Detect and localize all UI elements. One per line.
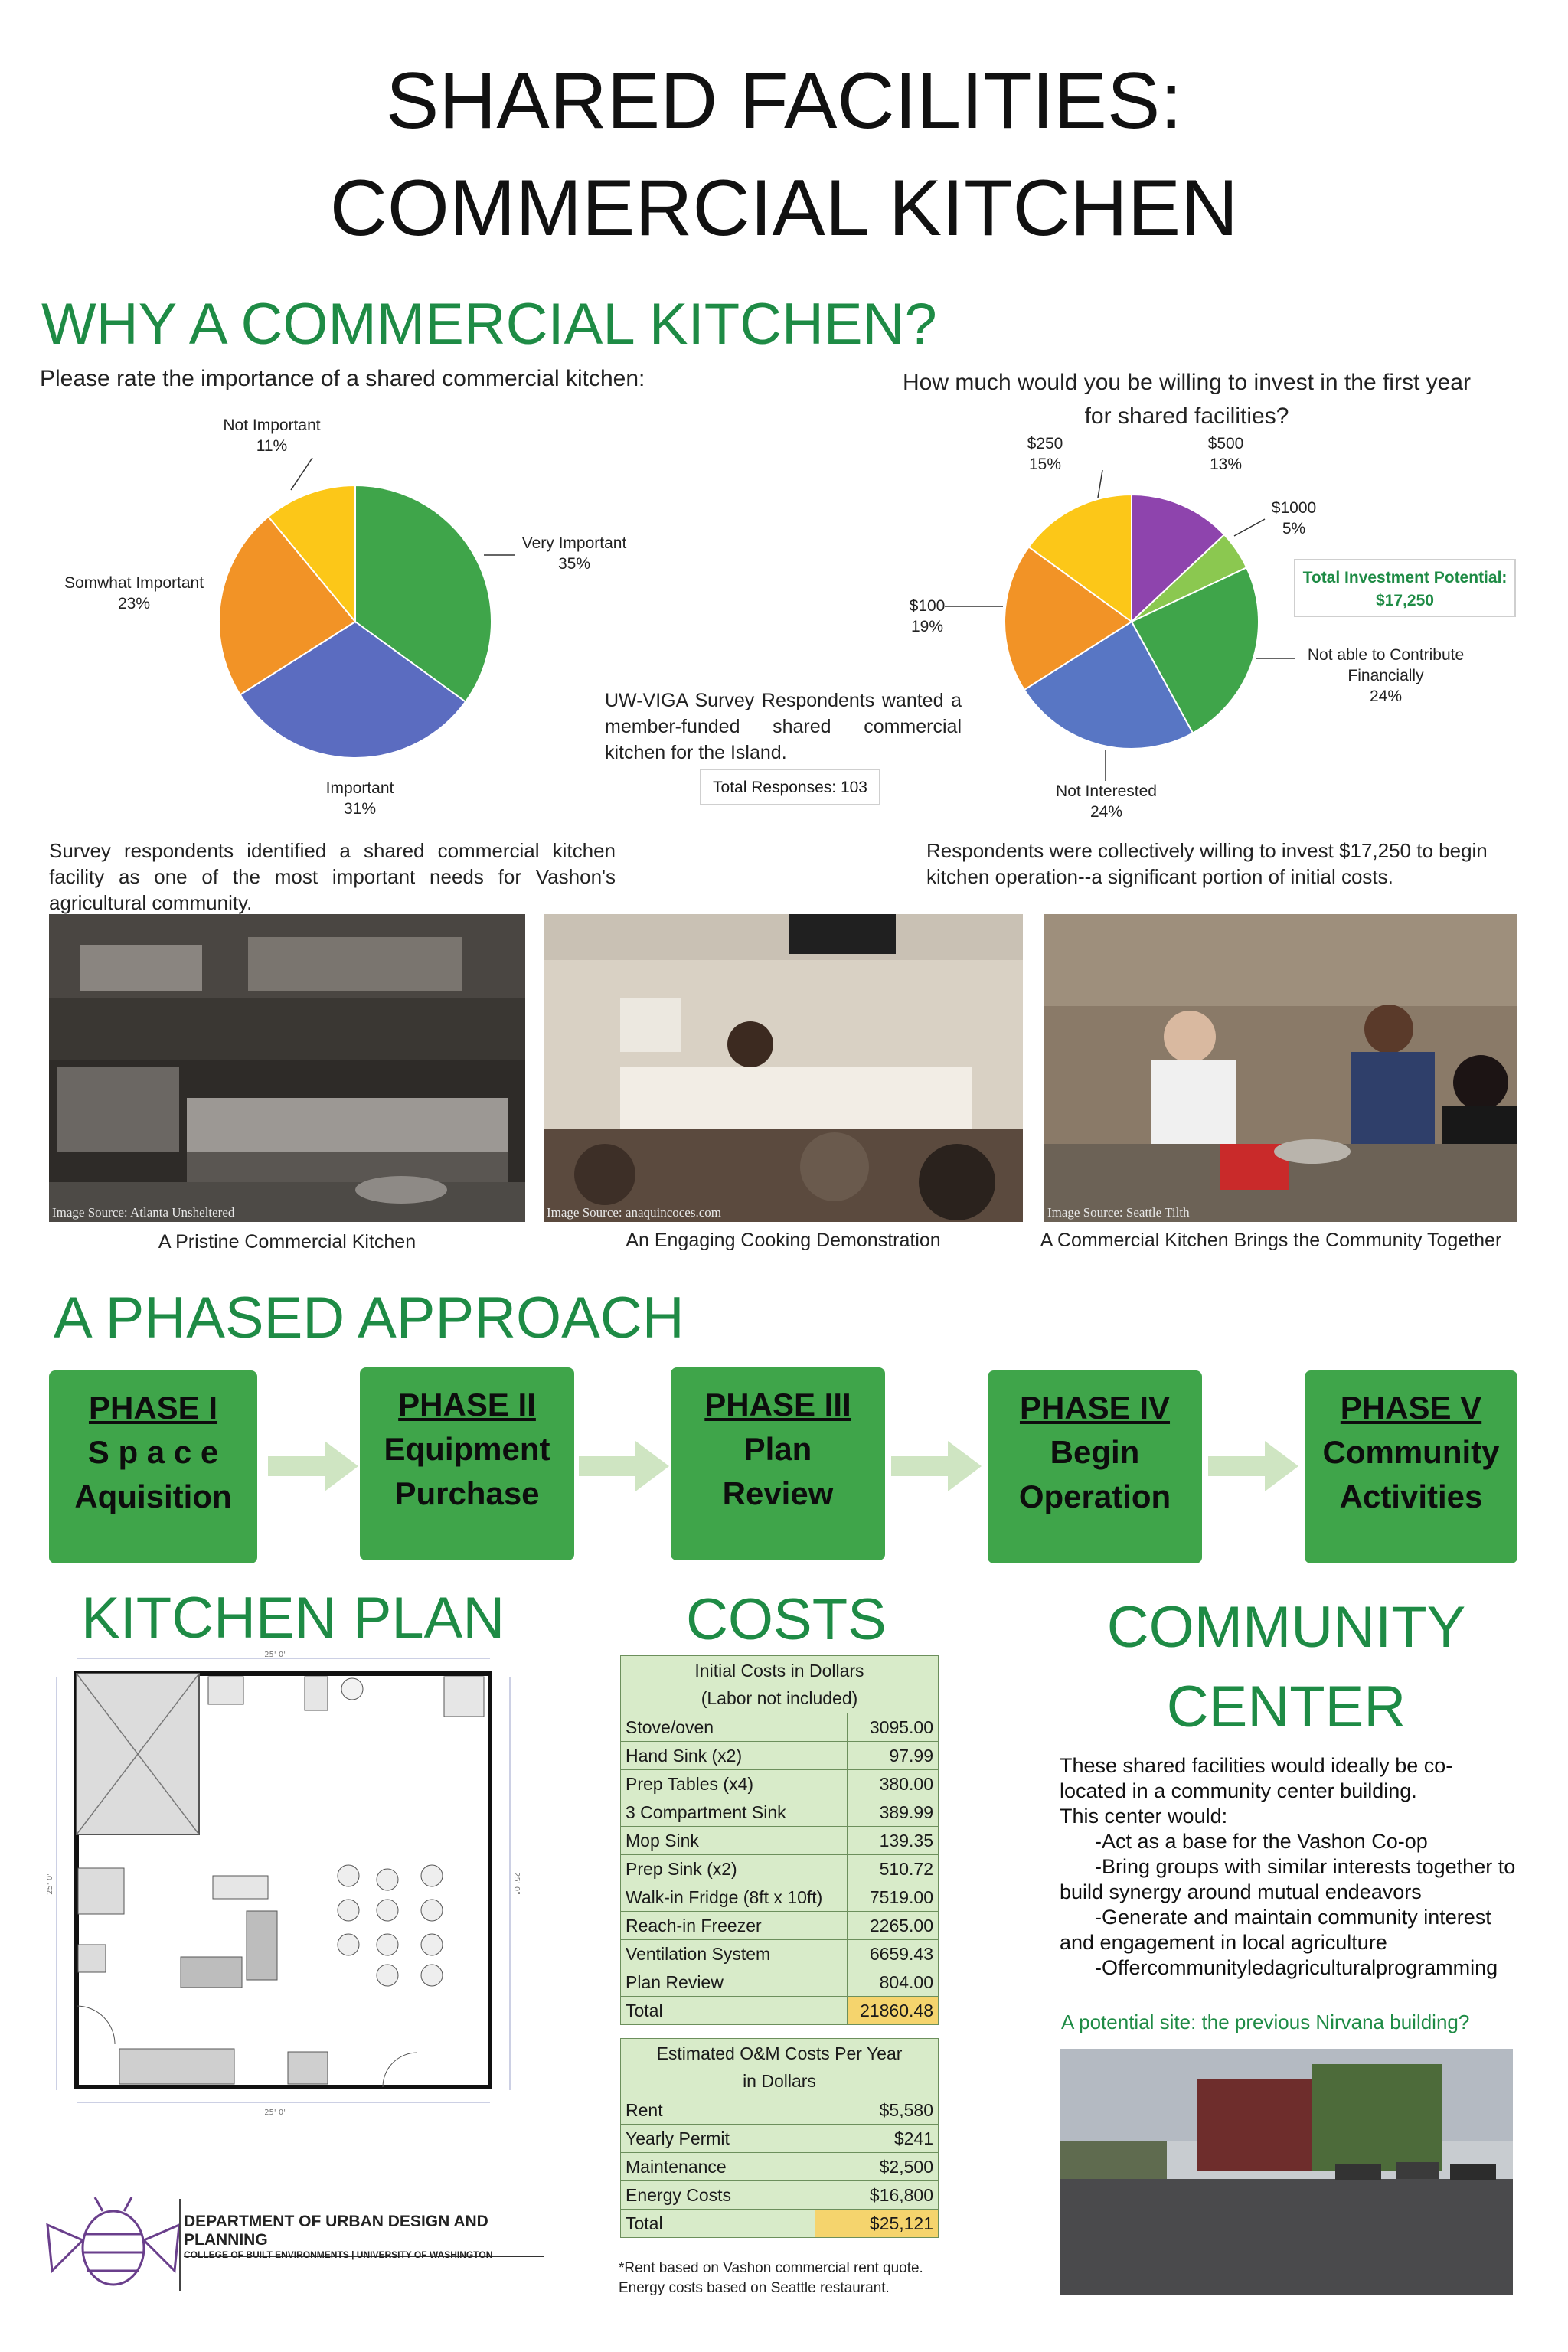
label-1000: $1000 5%	[1271, 499, 1317, 537]
table-row: Walk-in Fridge (8ft x 10ft) 7519.00	[621, 1883, 939, 1912]
photo-nirvana-building	[1060, 2049, 1513, 2295]
arrow-icon	[268, 1441, 358, 1491]
arrow-icon	[891, 1441, 982, 1491]
photo-cooking-demo	[544, 914, 1023, 1222]
phase-3-title: PHASE III	[704, 1387, 851, 1423]
om-costs-header: Estimated O&M Costs Per Year in Dollars	[621, 2039, 939, 2096]
dim-left: 25' 0"	[46, 1872, 54, 1895]
table-total-row: Total 21860.48	[621, 1997, 939, 2025]
phase-5-line1: Community	[1322, 1434, 1500, 1470]
total-responses-box: Total Responses: 103	[700, 769, 880, 805]
dim-right: 25' 0"	[512, 1872, 521, 1895]
photo-credit-3: Image Source: Seattle Tilth	[1047, 1205, 1190, 1220]
table-row: 3 Compartment Sink 389.99	[621, 1798, 939, 1827]
phase-3-line2: Review	[722, 1475, 834, 1511]
phase-4-line1: Begin	[1050, 1434, 1140, 1470]
phased-heading: A PHASED APPROACH	[54, 1285, 684, 1351]
phase-3-line1: Plan	[743, 1431, 812, 1467]
phase-5-line2: Activities	[1339, 1478, 1483, 1514]
phase-2-box	[360, 1367, 574, 1560]
caption-cooking-demo: An Engaging Cooking Demonstration	[626, 1230, 941, 1251]
phase-5-box	[1305, 1370, 1517, 1563]
initial-costs-table	[620, 1655, 939, 2025]
phase-1-line1: S p a c e	[87, 1434, 219, 1470]
community-description: These shared facilities would ideally be co-located in a community center building. This center would: -Act as a base for the Vashon Co-op -Bring groups with similar interests together to build synergy around mutual endeavors -Generate and maintain community interest and engagement in local agriculture -Offercommunityledagriculturalprogramming	[1060, 1753, 1519, 1981]
phase-1-line2: Aquisition	[74, 1478, 232, 1514]
pie1-group	[219, 485, 492, 758]
phase-2-title: PHASE II	[398, 1387, 536, 1423]
label-somewhat-important: Somwhat Important 23%	[64, 574, 204, 612]
why-heading: WHY A COMMERCIAL KITCHEN?	[41, 292, 937, 357]
label-not-important: Not Important 11%	[223, 416, 321, 455]
site-caption: A potential site: the previous Nirvana building?	[1061, 2011, 1470, 2034]
dim-top: 25' 0"	[264, 1651, 287, 1659]
community-heading: COMMUNITY CENTER	[1106, 1595, 1466, 1740]
community-bullet: -Generate and maintain community interest and engagement in local agriculture	[1060, 1906, 1491, 1954]
phase-1-title: PHASE I	[88, 1390, 218, 1426]
survey-summary: UW-VIGA Survey Respondents wanted a member-funded shared commercial kitchen for the Island.	[605, 690, 962, 763]
phase-2-line1: Equipment	[384, 1431, 550, 1467]
phase-4-box	[988, 1370, 1202, 1563]
poster-title-line2: COMMERCIAL KITCHEN	[329, 164, 1239, 253]
community-bullet: -Bring groups with similar interests together to build synergy around mutual endeavors	[1060, 1855, 1516, 1903]
phase-4-title: PHASE IV	[1019, 1390, 1171, 1426]
costs-heading: COSTS	[686, 1587, 887, 1652]
table-row: Prep Tables (x4) 380.00	[621, 1770, 939, 1798]
table-row: Plan Review 804.00	[621, 1968, 939, 1997]
logo-divider	[179, 2199, 181, 2291]
table-row: Yearly Permit $241	[621, 2125, 939, 2153]
om-costs-table	[620, 2038, 939, 2238]
community-bullet: -Offercommunityledagriculturalprogramming	[1095, 1956, 1498, 1979]
arrow-icon	[579, 1441, 669, 1491]
label-250: $250 15%	[1027, 435, 1063, 473]
table-total-row: Total $25,121	[621, 2210, 939, 2238]
label-100: $100 19%	[909, 597, 946, 635]
photo-community-kitchen	[1044, 914, 1517, 1222]
phase-2-line2: Purchase	[394, 1475, 540, 1511]
college-name: COLLEGE OF BUILT ENVIRONMENTS | UNIVERSITY OF WASHINGTON	[184, 2249, 493, 2260]
dim-bottom: 25' 0"	[264, 2109, 287, 2117]
table-row: Rent $5,580	[621, 2096, 939, 2125]
table-row: Mop Sink 139.35	[621, 1827, 939, 1855]
question-importance: Please rate the importance of a shared commercial kitchen:	[40, 366, 645, 391]
table-row: Reach-in Freezer 2265.00	[621, 1912, 939, 1940]
phase-3-box	[671, 1367, 885, 1560]
arrow-icon	[1208, 1441, 1298, 1491]
label-important: Important 31%	[325, 779, 394, 818]
table-row: Hand Sink (x2) 97.99	[621, 1742, 939, 1770]
table-row: Maintenance $2,500	[621, 2153, 939, 2181]
initial-costs-header: Initial Costs in Dollars (Labor not included)	[621, 1656, 939, 1713]
department-name: DEPARTMENT OF URBAN DESIGN AND PLANNING	[184, 2213, 544, 2257]
table-row: Ventilation System 6659.43	[621, 1940, 939, 1968]
bee-logo-icon	[44, 2194, 182, 2294]
question-investment: How much would you be willing to invest in the first year for shared facilities?	[902, 370, 1471, 429]
investment-finding: Respondents were collectively willing to invest $17,250 to begin kitchen operation--a significant portion of initial costs.	[926, 839, 1488, 888]
total-investment-box: Total Investment Potential: $17,250	[1294, 559, 1516, 617]
phase-1-box	[49, 1370, 257, 1563]
phase-5-title: PHASE V	[1340, 1390, 1482, 1426]
label-very-important: Very Important 35%	[521, 534, 627, 573]
kitchen-floor-plan	[46, 1646, 521, 2121]
importance-finding: Survey respondents identified a shared commercial kitchen facility as one of the most important needs for Vashon's agricultural community.	[49, 839, 616, 914]
photo-pristine-kitchen	[49, 914, 525, 1222]
poster-title-line1: SHARED FACILITIES:	[385, 57, 1183, 145]
community-bullet: -Act as a base for the Vashon Co-op	[1095, 1830, 1428, 1853]
photo-credit-2: Image Source: anaquincoces.com	[547, 1205, 721, 1220]
pie2-group	[1004, 495, 1259, 749]
caption-pristine-kitchen: A Pristine Commercial Kitchen	[158, 1231, 416, 1253]
label-not-able: Not able to Contribute Financially 24%	[1307, 646, 1465, 705]
table-row: Prep Sink (x2) 510.72	[621, 1855, 939, 1883]
label-not-interested: Not Interested 24%	[1056, 782, 1157, 821]
costs-footnote: *Rent based on Vashon commercial rent quote. Energy costs based on Seattle restaurant.	[619, 2260, 923, 2296]
caption-community: A Commercial Kitchen Brings the Community Together	[1040, 1230, 1502, 1251]
table-row: Stove/oven 3095.00	[621, 1713, 939, 1742]
table-row: Energy Costs $16,800	[621, 2181, 939, 2210]
label-500: $500 13%	[1207, 435, 1244, 473]
photo-credit-1: Image Source: Atlanta Unsheltered	[52, 1205, 235, 1220]
phase-4-line2: Operation	[1018, 1478, 1171, 1514]
kitchen-plan-heading: KITCHEN PLAN	[81, 1586, 505, 1651]
